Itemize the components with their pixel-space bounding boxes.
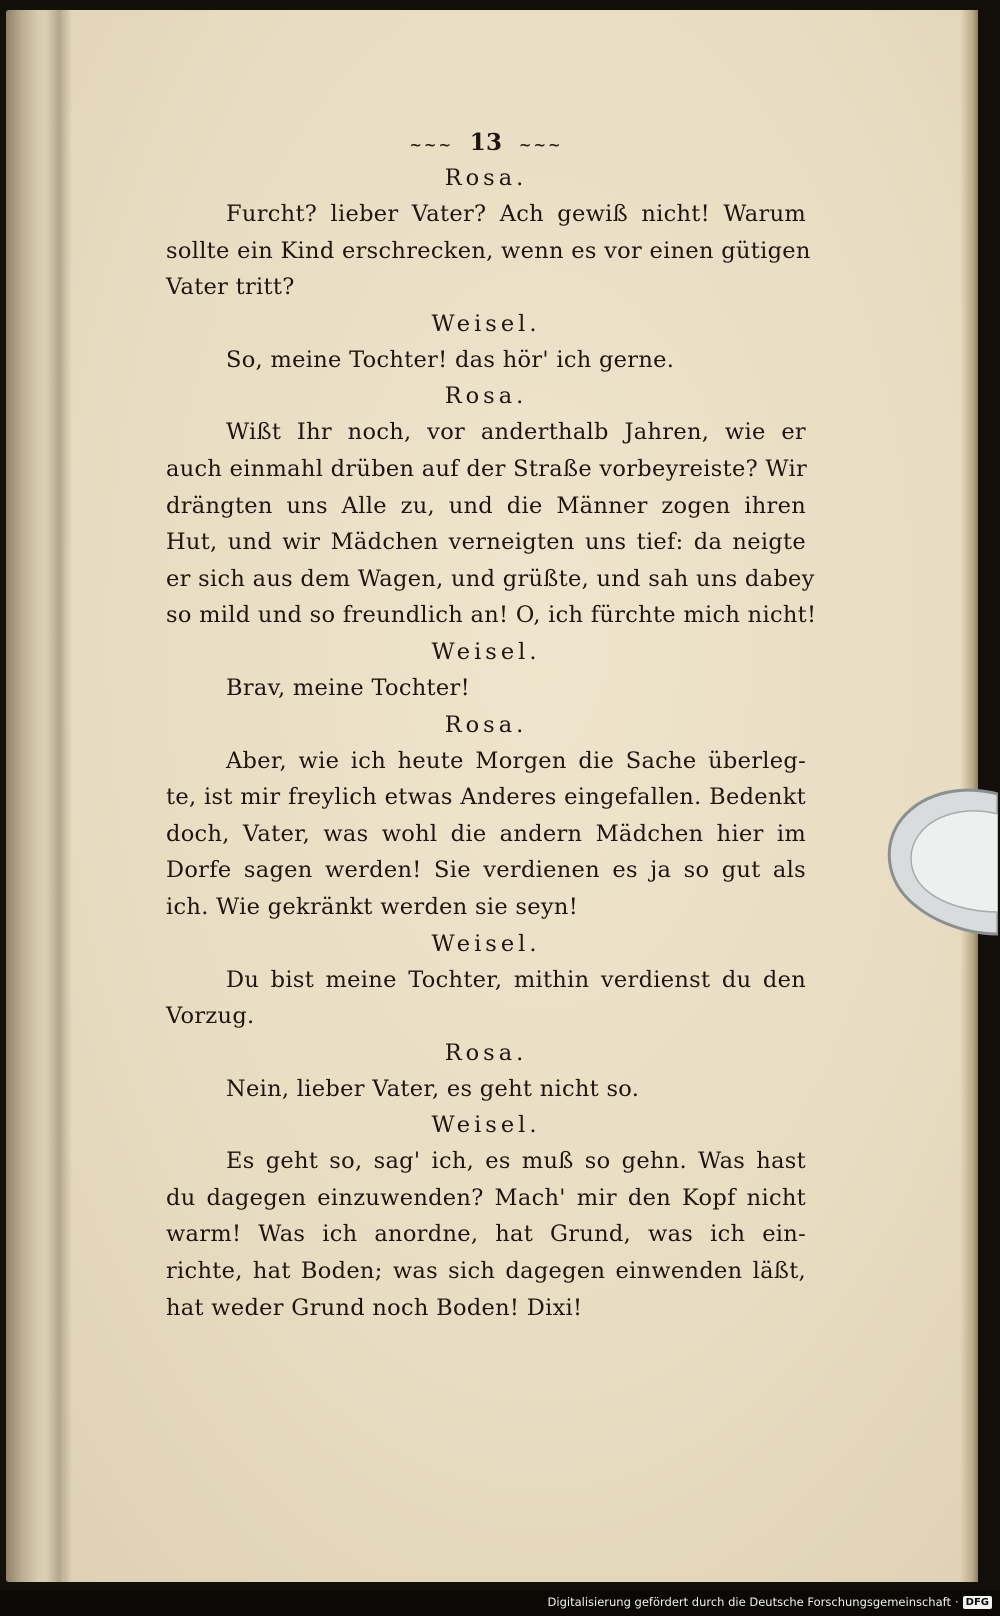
text-line: Furcht? lieber Vater? Ach gewiß nicht! Warum: [226, 201, 806, 227]
speaker-name: Rosa.: [444, 1039, 528, 1066]
text-line: Dorfe sagen werden! Sie verdienen es ja so gut als: [166, 857, 806, 884]
book-page: [6, 10, 978, 1582]
text-line: warm! Was ich anordne, hat Grund, was ich ein-: [166, 1221, 806, 1248]
speech-paragraph: [166, 743, 806, 926]
speaker-name: Rosa.: [444, 383, 528, 410]
text-line: hat weder Grund noch Boden! Dixi!: [166, 1294, 583, 1321]
text-line: Es geht so, sag' ich, es muß so gehn. Was hast: [226, 1148, 806, 1175]
text-line: So, meine Tochter! das hör' ich gerne.: [226, 346, 675, 373]
text-line: Aber, wie ich heute Morgen die Sache überleg-: [226, 747, 806, 774]
speech-paragraph: [166, 962, 806, 1035]
speaker-name: Weisel.: [431, 638, 541, 665]
footer-separator: ·: [955, 1595, 959, 1609]
text-line: ich. Wie gekränkt werden sie seyn!: [166, 893, 579, 920]
speech-paragraph: [166, 1143, 806, 1326]
text-line: auch einmahl drüben auf der Straße vorbeyreiste? Wir: [166, 455, 807, 482]
text-line: sollte ein Kind erschrecken, wenn es vor einen gütigen: [166, 237, 811, 264]
speech-paragraph: [166, 342, 806, 379]
text-line: Vorzug.: [166, 1003, 255, 1030]
text-line: drängten uns Alle zu, und die Männer zogen ihren: [166, 492, 806, 519]
text-line: so mild und so freundlich an! O, ich fürchte mich nicht!: [166, 602, 817, 629]
text-line: Wißt Ihr noch, vor anderthalb Jahren, wie er: [226, 419, 806, 446]
speech-paragraph: [166, 670, 806, 707]
speaker-name: Weisel.: [431, 930, 541, 957]
text-line: Hut, und wir Mädchen verneigten uns tief: da neigte: [166, 529, 806, 556]
page-number: 13: [469, 129, 503, 156]
speaker-name: Weisel.: [431, 1112, 541, 1139]
speech-paragraph: [166, 196, 811, 306]
text-line: er sich aus dem Wagen, und grüßte, und sah uns dabey: [166, 565, 815, 592]
page-header: [166, 126, 806, 160]
text-line: doch, Vater, was wohl die andern Mädchen hier im: [166, 820, 806, 847]
dialogue: [166, 160, 817, 1326]
text-line: du dagegen einzuwenden? Mach' mir den Kopf nicht: [166, 1184, 806, 1211]
text-line: Brav, meine Tochter!: [226, 674, 470, 701]
text-line: Vater tritt?: [166, 274, 295, 301]
page-fold-shadow: [46, 10, 72, 1582]
speaker-name: Weisel.: [431, 310, 541, 337]
speaker-name: Rosa.: [444, 711, 528, 738]
text-line: Nein, lieber Vater, es geht nicht so.: [226, 1075, 640, 1102]
footer-credit: Digitalisierung gefördert durch die Deutsche Forschungsgemeinschaft: [547, 1595, 951, 1609]
page-clip: [878, 784, 998, 944]
speaker-name: Rosa.: [444, 165, 528, 191]
dfg-logo: DFG: [963, 1596, 992, 1609]
digitization-footer: [548, 1592, 992, 1612]
speech-paragraph: [166, 1071, 806, 1108]
text-line: Du bist meine Tochter, mithin verdienst du den: [226, 966, 806, 993]
ornament-left: ~~~: [409, 136, 454, 154]
text-line: te, ist mir freylich etwas Anderes eingefallen. Bedenkt: [166, 784, 806, 811]
text-line: richte, hat Boden; was sich dagegen einwenden läßt,: [166, 1258, 806, 1285]
page-text: [166, 126, 817, 1326]
ornament-right: ~~~: [518, 136, 563, 154]
speech-paragraph: [166, 414, 817, 634]
